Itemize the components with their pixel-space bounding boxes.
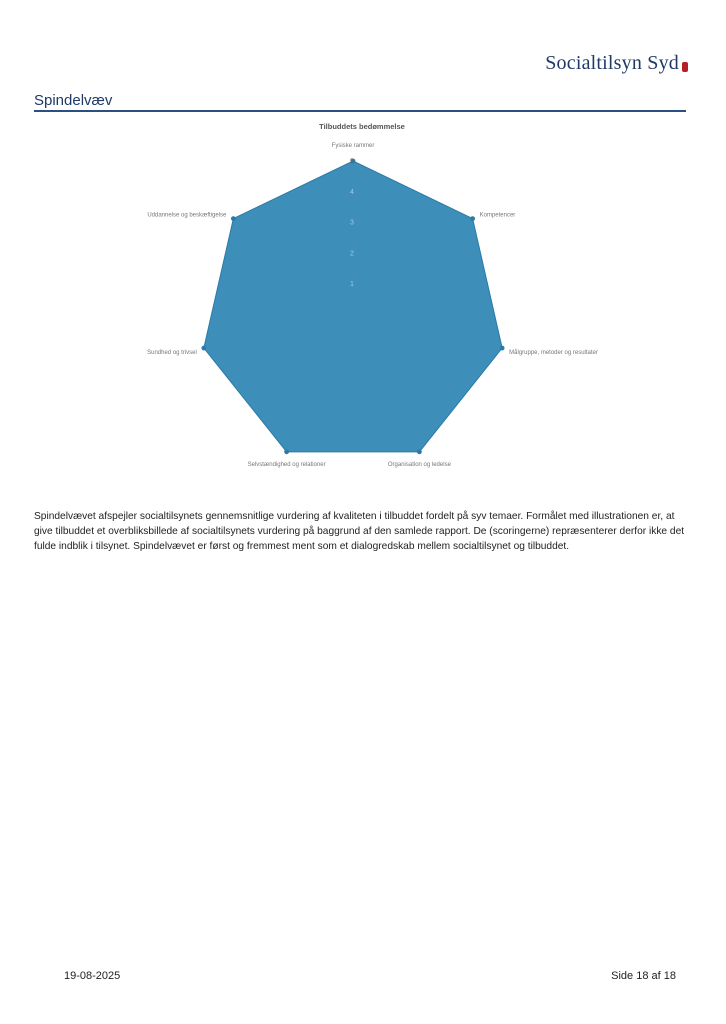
category-label: Sundhed og trivsel: [147, 350, 197, 357]
tick-label: 2: [350, 250, 354, 258]
page-number: Side 18 af 18: [611, 970, 676, 982]
data-point: [231, 216, 236, 221]
category-label: Fysiske rammer: [331, 143, 375, 149]
category-label: Selvstændighed og relationer: [247, 461, 326, 468]
section-title: Spindelvæv: [34, 92, 113, 109]
tick-label: 5: [350, 158, 354, 166]
section-divider: [34, 110, 686, 112]
tick-label: 3: [350, 219, 354, 227]
footer-date: 19-08-2025: [64, 970, 121, 982]
brand-mark-icon: [682, 62, 688, 72]
data-point: [417, 449, 422, 454]
category-label: Uddannelse og beskæftigelse: [147, 212, 227, 219]
category-label: Kompetencer: [479, 212, 516, 219]
data-point: [470, 216, 475, 221]
category-label: Organisation og ledelse: [387, 461, 451, 468]
data-point: [500, 346, 505, 351]
series-area: [204, 158, 502, 452]
brand-logo: [545, 52, 688, 75]
data-point: [201, 346, 206, 351]
radar-chart: [0, 114, 726, 494]
tick-label: 4: [350, 189, 354, 197]
chart-description: Spindelvævet afspejler socialtilsynets gennemsnitlige vurdering af kvaliteten i tilbuddet fordelt på syv temaer. Formålet med illustrationen er, at give tilbuddet et overbliksbillede af socialtilsynets vurdering på baggrund af den samlede rapport. De (scoringerne) repræsenterer derfor ikke det fulde indblik i tilsynet. Spindelvævet er først og fremmest ment som et dialogredskab mellem socialtilsynet og tilbuddet.: [34, 511, 685, 552]
data-point: [284, 449, 289, 454]
category-label: Målgruppe, metoder og resultater: [509, 350, 598, 357]
brand-name: Socialtilsyn Syd: [545, 52, 679, 74]
tick-label: 1: [350, 280, 354, 288]
chart-title: Tilbuddets bedømmelse: [319, 122, 405, 131]
